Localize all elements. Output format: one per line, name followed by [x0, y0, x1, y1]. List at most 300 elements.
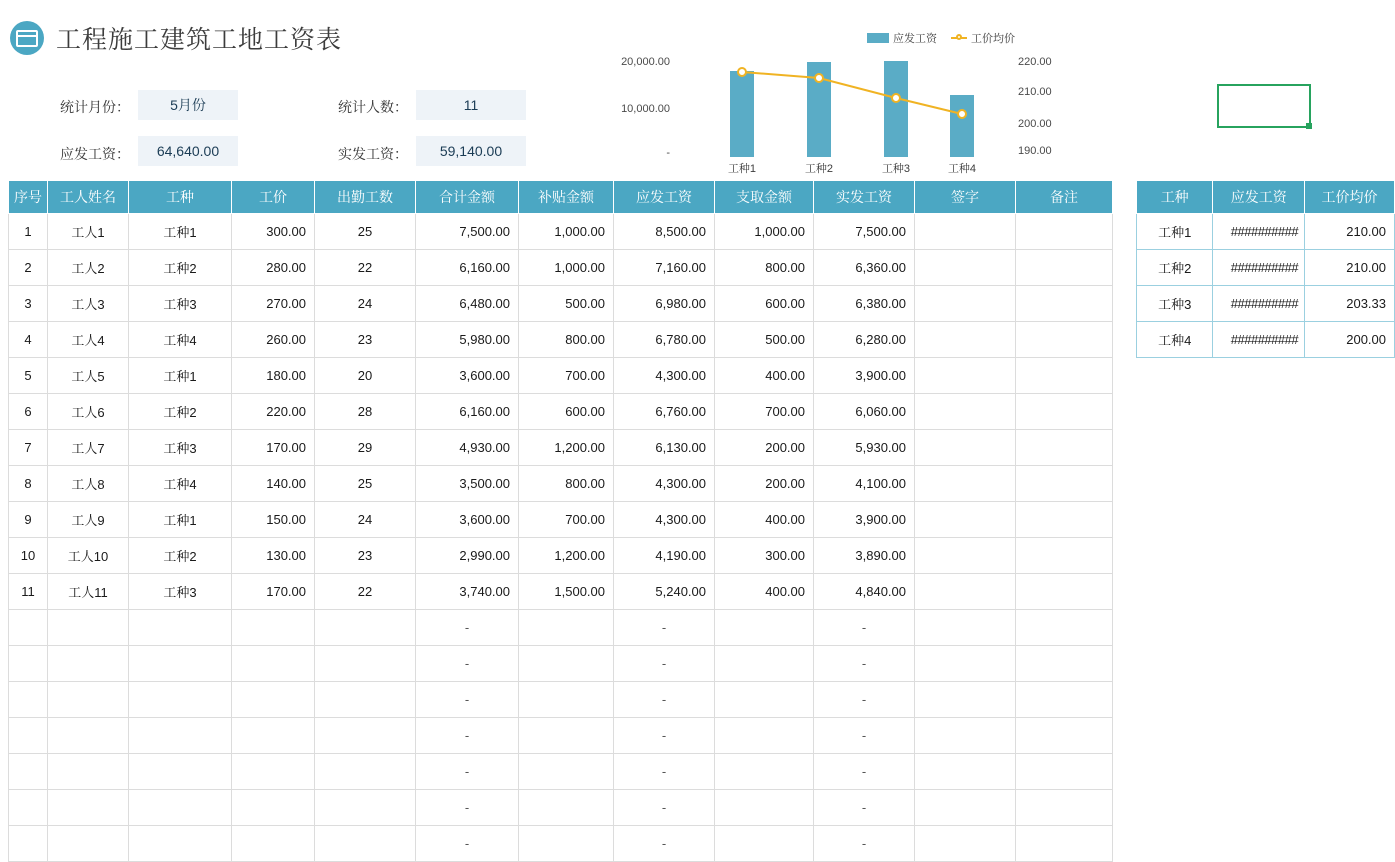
table-cell[interactable] — [1016, 250, 1113, 286]
table-cell[interactable]: 工人11 — [48, 574, 129, 610]
table-cell[interactable]: 6,130.00 — [614, 430, 715, 466]
wage-table — [8, 180, 1113, 862]
month-value[interactable]: 5月份 — [138, 90, 238, 120]
table-cell[interactable] — [129, 682, 232, 718]
table-row[interactable] — [1137, 214, 1395, 250]
table-cell[interactable]: 5,980.00 — [416, 322, 519, 358]
table-row[interactable] — [9, 502, 1113, 538]
table-cell[interactable]: 1,000.00 — [519, 250, 614, 286]
table-cell[interactable] — [1016, 574, 1113, 610]
table-cell[interactable]: 7 — [9, 430, 48, 466]
table-cell[interactable]: 1 — [9, 214, 48, 250]
table-cell[interactable]: 11 — [9, 574, 48, 610]
table-row[interactable] — [1137, 250, 1395, 286]
table-cell[interactable] — [1016, 682, 1113, 718]
chart-legend — [867, 30, 1029, 46]
table-cell[interactable] — [1016, 214, 1113, 250]
table-cell[interactable] — [1016, 466, 1113, 502]
table-cell[interactable]: 6,280.00 — [814, 322, 915, 358]
table-cell[interactable]: 4,300.00 — [614, 466, 715, 502]
table-cell[interactable]: 6,760.00 — [614, 394, 715, 430]
table-cell[interactable]: 24 — [315, 286, 416, 322]
table-cell[interactable] — [915, 214, 1016, 250]
table-cell[interactable] — [1016, 790, 1113, 826]
table-cell[interactable]: - — [416, 682, 519, 718]
table-cell[interactable]: 300.00 — [232, 214, 315, 250]
table-cell[interactable]: 1,500.00 — [519, 574, 614, 610]
col-total: 合计金额 — [416, 181, 519, 214]
table-cell[interactable]: - — [614, 826, 715, 862]
table-cell[interactable] — [315, 790, 416, 826]
table-cell[interactable]: 8,500.00 — [614, 214, 715, 250]
table-cell[interactable] — [915, 646, 1016, 682]
table-cell[interactable]: 5,240.00 — [614, 574, 715, 610]
table-row[interactable] — [9, 790, 1113, 826]
table-cell[interactable] — [519, 826, 614, 862]
table-cell[interactable]: - — [614, 682, 715, 718]
col-signature: 签字 — [915, 181, 1016, 214]
table-cell[interactable]: 工人5 — [48, 358, 129, 394]
table-cell[interactable]: 180.00 — [232, 358, 315, 394]
table-cell[interactable]: 3,900.00 — [814, 502, 915, 538]
table-cell[interactable]: 工人4 — [48, 322, 129, 358]
table-cell[interactable]: 24 — [315, 502, 416, 538]
table-cell[interactable]: 29 — [315, 430, 416, 466]
table-cell[interactable]: 工人8 — [48, 466, 129, 502]
table-cell[interactable]: 500.00 — [519, 286, 614, 322]
table-cell[interactable]: 500.00 — [715, 322, 814, 358]
table-cell[interactable]: 4,930.00 — [416, 430, 519, 466]
table-cell[interactable]: 140.00 — [232, 466, 315, 502]
col-type: 工种 — [1137, 181, 1213, 214]
table-cell[interactable]: - — [814, 826, 915, 862]
table-cell[interactable] — [315, 718, 416, 754]
table-cell[interactable] — [48, 826, 129, 862]
table-cell[interactable]: - — [814, 718, 915, 754]
table-cell[interactable]: - — [614, 646, 715, 682]
table-cell[interactable]: 1,200.00 — [519, 538, 614, 574]
table-cell[interactable] — [48, 754, 129, 790]
table-cell[interactable] — [1016, 322, 1113, 358]
table-cell[interactable]: - — [614, 790, 715, 826]
table-cell[interactable] — [519, 790, 614, 826]
table-cell[interactable] — [715, 754, 814, 790]
table-cell[interactable]: 1,000.00 — [715, 214, 814, 250]
table-cell[interactable]: - — [614, 718, 715, 754]
table-cell[interactable]: 22 — [315, 574, 416, 610]
table-cell[interactable] — [915, 286, 1016, 322]
table-cell[interactable] — [48, 610, 129, 646]
table-row[interactable] — [9, 826, 1113, 862]
actual-value[interactable]: 59,140.00 — [416, 136, 526, 166]
col-subsidy: 补贴金额 — [519, 181, 614, 214]
table-cell[interactable] — [315, 646, 416, 682]
table-cell[interactable]: 3,600.00 — [416, 502, 519, 538]
y-left-tick-2: - — [666, 147, 670, 159]
table-cell[interactable]: 工种1 — [129, 502, 232, 538]
table-cell[interactable] — [232, 718, 315, 754]
table-cell[interactable]: 400.00 — [715, 574, 814, 610]
col-actual: 实发工资 — [814, 181, 915, 214]
table-cell[interactable] — [232, 682, 315, 718]
table-cell[interactable]: ########## — [1213, 214, 1305, 250]
table-cell[interactable]: 3,600.00 — [416, 358, 519, 394]
table-cell[interactable]: 6,160.00 — [416, 394, 519, 430]
table-row[interactable] — [9, 466, 1113, 502]
table-cell[interactable]: 23 — [315, 322, 416, 358]
table-row[interactable] — [9, 322, 1113, 358]
table-cell[interactable]: 800.00 — [519, 466, 614, 502]
table-header-row — [1137, 181, 1395, 214]
table-cell[interactable] — [915, 502, 1016, 538]
table-cell[interactable]: 260.00 — [232, 322, 315, 358]
table-cell[interactable]: 3 — [9, 286, 48, 322]
table-cell[interactable]: 203.33 — [1305, 286, 1395, 322]
table-cell[interactable]: 工人3 — [48, 286, 129, 322]
col-rate: 工价 — [232, 181, 315, 214]
table-cell[interactable]: 工种4 — [129, 322, 232, 358]
table-cell[interactable]: 6,360.00 — [814, 250, 915, 286]
table-cell[interactable] — [129, 718, 232, 754]
table-cell[interactable] — [1016, 358, 1113, 394]
table-row[interactable] — [9, 358, 1113, 394]
table-cell[interactable]: 800.00 — [715, 250, 814, 286]
table-cell[interactable]: 22 — [315, 250, 416, 286]
col-index: 序号 — [9, 181, 48, 214]
table-cell[interactable]: 280.00 — [232, 250, 315, 286]
table-cell[interactable]: 25 — [315, 214, 416, 250]
table-cell[interactable] — [519, 754, 614, 790]
table-cell[interactable]: 工种3 — [129, 430, 232, 466]
table-cell[interactable]: 7,500.00 — [814, 214, 915, 250]
table-cell[interactable]: 400.00 — [715, 358, 814, 394]
table-cell[interactable]: 7,160.00 — [614, 250, 715, 286]
table-cell[interactable]: 工种3 — [129, 574, 232, 610]
col-remark: 备注 — [1016, 181, 1113, 214]
table-cell[interactable]: 5 — [9, 358, 48, 394]
table-cell[interactable]: 8 — [9, 466, 48, 502]
table-cell[interactable]: 工人9 — [48, 502, 129, 538]
table-cell[interactable]: 6,780.00 — [614, 322, 715, 358]
table-cell[interactable]: 工种3 — [1137, 286, 1213, 322]
table-cell[interactable]: 4,300.00 — [614, 502, 715, 538]
table-cell[interactable]: 150.00 — [232, 502, 315, 538]
actual-label: 实发工资： — [338, 146, 408, 162]
table-cell[interactable]: 6,980.00 — [614, 286, 715, 322]
table-header-row — [9, 181, 1113, 214]
table-cell[interactable] — [915, 754, 1016, 790]
table-cell[interactable]: 2 — [9, 250, 48, 286]
table-cell[interactable] — [232, 646, 315, 682]
table-cell[interactable] — [715, 646, 814, 682]
table-cell[interactable] — [232, 754, 315, 790]
table-cell[interactable]: ########## — [1213, 286, 1305, 322]
y-right-tick-1: 210.00 — [1018, 86, 1052, 98]
table-cell[interactable]: - — [416, 826, 519, 862]
col-type: 工种 — [129, 181, 232, 214]
table-cell[interactable]: 9 — [9, 502, 48, 538]
table-cell[interactable] — [915, 718, 1016, 754]
table-cell[interactable]: 220.00 — [232, 394, 315, 430]
table-cell[interactable]: 工人6 — [48, 394, 129, 430]
table-cell[interactable] — [715, 826, 814, 862]
table-cell[interactable]: 170.00 — [232, 430, 315, 466]
table-row[interactable] — [9, 718, 1113, 754]
table-cell[interactable]: ########## — [1213, 250, 1305, 286]
chart-line-series — [702, 52, 982, 157]
table-cell[interactable]: 3,740.00 — [416, 574, 519, 610]
table-cell[interactable] — [1016, 394, 1113, 430]
table-row[interactable] — [9, 430, 1113, 466]
legend-swatch-line — [951, 37, 967, 39]
table-cell[interactable] — [315, 610, 416, 646]
table-cell[interactable]: 20 — [315, 358, 416, 394]
table-row[interactable] — [9, 250, 1113, 286]
card-icon — [10, 21, 44, 55]
table-row[interactable] — [1137, 322, 1395, 358]
table-cell[interactable] — [9, 646, 48, 682]
table-cell[interactable]: 4,100.00 — [814, 466, 915, 502]
table-row[interactable] — [9, 682, 1113, 718]
table-cell[interactable]: 25 — [315, 466, 416, 502]
table-cell[interactable]: 工种2 — [129, 394, 232, 430]
page-title — [10, 20, 342, 56]
table-cell[interactable]: 600.00 — [715, 286, 814, 322]
table-cell[interactable]: - — [614, 610, 715, 646]
table-cell[interactable]: 4,840.00 — [814, 574, 915, 610]
table-cell[interactable] — [9, 826, 48, 862]
table-cell[interactable]: 7,500.00 — [416, 214, 519, 250]
table-cell[interactable]: 3,900.00 — [814, 358, 915, 394]
selection-handle[interactable] — [1306, 123, 1312, 129]
table-cell[interactable]: 6,060.00 — [814, 394, 915, 430]
table-cell[interactable] — [232, 790, 315, 826]
table-cell[interactable] — [715, 682, 814, 718]
table-cell[interactable]: - — [614, 754, 715, 790]
table-cell[interactable]: 工种4 — [129, 466, 232, 502]
table-cell[interactable] — [519, 646, 614, 682]
table-cell[interactable]: 600.00 — [519, 394, 614, 430]
table-cell[interactable] — [1016, 430, 1113, 466]
col-payable: 应发工资 — [614, 181, 715, 214]
table-cell[interactable]: 工种2 — [1137, 250, 1213, 286]
table-cell[interactable]: 130.00 — [232, 538, 315, 574]
col-withdraw: 支取金额 — [715, 181, 814, 214]
table-cell[interactable]: - — [416, 754, 519, 790]
table-cell[interactable] — [519, 682, 614, 718]
table-cell[interactable] — [1016, 286, 1113, 322]
table-cell[interactable] — [232, 610, 315, 646]
table-cell[interactable]: 200.00 — [1305, 322, 1395, 358]
table-cell[interactable]: 10 — [9, 538, 48, 574]
table-cell[interactable] — [129, 790, 232, 826]
table-cell[interactable]: 800.00 — [519, 322, 614, 358]
table-cell[interactable] — [48, 790, 129, 826]
table-cell[interactable]: 700.00 — [519, 358, 614, 394]
table-cell[interactable]: 工种1 — [1137, 214, 1213, 250]
table-cell[interactable]: 400.00 — [715, 502, 814, 538]
table-cell[interactable]: 6 — [9, 394, 48, 430]
table-cell[interactable]: 工人1 — [48, 214, 129, 250]
table-cell[interactable]: - — [814, 610, 915, 646]
table-cell[interactable] — [915, 790, 1016, 826]
legend-label-bar: 应发工资 — [893, 33, 937, 45]
table-cell[interactable] — [915, 250, 1016, 286]
table-cell[interactable] — [915, 574, 1016, 610]
table-cell[interactable] — [1016, 502, 1113, 538]
table-cell[interactable] — [915, 682, 1016, 718]
table-cell[interactable]: 6,480.00 — [416, 286, 519, 322]
table-cell[interactable]: 3,890.00 — [814, 538, 915, 574]
table-cell[interactable]: 工种1 — [129, 214, 232, 250]
table-cell[interactable]: - — [416, 610, 519, 646]
table-cell[interactable] — [315, 826, 416, 862]
table-cell[interactable]: 工种2 — [129, 250, 232, 286]
table-cell[interactable] — [915, 538, 1016, 574]
table-cell[interactable]: 28 — [315, 394, 416, 430]
table-row[interactable] — [9, 538, 1113, 574]
table-cell[interactable] — [9, 754, 48, 790]
table-cell[interactable]: 4,300.00 — [614, 358, 715, 394]
headcount-value[interactable]: 11 — [416, 90, 526, 120]
table-cell[interactable] — [915, 466, 1016, 502]
table-cell[interactable]: - — [416, 646, 519, 682]
payable-value[interactable]: 64,640.00 — [138, 136, 238, 166]
table-cell[interactable] — [715, 790, 814, 826]
table-cell[interactable] — [129, 610, 232, 646]
table-cell[interactable] — [129, 646, 232, 682]
table-cell[interactable]: - — [416, 790, 519, 826]
table-row[interactable] — [1137, 286, 1395, 322]
col-payable: 应发工资 — [1213, 181, 1305, 214]
chart-category-label: 工种3 — [881, 163, 911, 175]
table-cell[interactable]: 23 — [315, 538, 416, 574]
y-right-tick-0: 220.00 — [1018, 56, 1052, 68]
table-cell[interactable] — [315, 754, 416, 790]
table-cell[interactable]: - — [814, 682, 915, 718]
chart-category-label: 工种4 — [947, 163, 977, 175]
table-cell[interactable]: 210.00 — [1305, 250, 1395, 286]
table-cell[interactable] — [232, 826, 315, 862]
headcount-label: 统计人数： — [338, 99, 408, 115]
table-cell[interactable] — [129, 826, 232, 862]
table-cell[interactable]: 5,930.00 — [814, 430, 915, 466]
table-cell[interactable] — [315, 682, 416, 718]
col-name: 工人姓名 — [48, 181, 129, 214]
table-cell[interactable]: 200.00 — [715, 466, 814, 502]
table-cell[interactable] — [48, 646, 129, 682]
table-cell[interactable]: 工人10 — [48, 538, 129, 574]
legend-label-line: 工价均价 — [971, 33, 1015, 45]
table-cell[interactable] — [715, 610, 814, 646]
table-cell[interactable]: 4 — [9, 322, 48, 358]
payable-label: 应发工资： — [60, 146, 130, 162]
col-days: 出勤工数 — [315, 181, 416, 214]
table-row[interactable] — [9, 646, 1113, 682]
table-cell[interactable]: 170.00 — [232, 574, 315, 610]
table-cell[interactable] — [715, 718, 814, 754]
table-cell[interactable] — [48, 718, 129, 754]
table-cell[interactable]: 3,500.00 — [416, 466, 519, 502]
table-cell[interactable] — [9, 682, 48, 718]
table-cell[interactable] — [48, 682, 129, 718]
page-title-text: 工程施工建筑工地工资表 — [56, 26, 343, 54]
table-cell[interactable] — [9, 790, 48, 826]
month-label: 统计月份： — [60, 99, 130, 115]
table-cell[interactable]: - — [814, 754, 915, 790]
y-right-tick-3: 190.00 — [1018, 145, 1052, 157]
table-cell[interactable]: - — [416, 718, 519, 754]
legend-swatch-bar — [867, 33, 889, 43]
table-cell[interactable] — [519, 718, 614, 754]
table-cell[interactable] — [519, 610, 614, 646]
table-cell[interactable] — [915, 826, 1016, 862]
table-cell[interactable]: 270.00 — [232, 286, 315, 322]
table-cell[interactable] — [1016, 538, 1113, 574]
table-cell[interactable]: 700.00 — [519, 502, 614, 538]
table-cell[interactable]: 2,990.00 — [416, 538, 519, 574]
table-row[interactable] — [9, 394, 1113, 430]
table-cell[interactable]: - — [814, 790, 915, 826]
table-row[interactable] — [9, 574, 1113, 610]
table-cell[interactable] — [129, 754, 232, 790]
table-cell[interactable]: - — [814, 646, 915, 682]
table-cell[interactable]: 700.00 — [715, 394, 814, 430]
chart-category-label: 工种1 — [727, 163, 757, 175]
table-row[interactable] — [9, 214, 1113, 250]
y-right-tick-2: 200.00 — [1018, 118, 1052, 130]
table-cell[interactable] — [1016, 826, 1113, 862]
table-cell[interactable] — [915, 358, 1016, 394]
chart-category-label: 工种2 — [804, 163, 834, 175]
table-cell[interactable]: 工种2 — [129, 538, 232, 574]
table-cell[interactable] — [915, 394, 1016, 430]
wage-chart — [612, 30, 1062, 175]
table-cell[interactable] — [915, 322, 1016, 358]
selected-cell[interactable] — [1217, 84, 1311, 128]
table-cell[interactable] — [1016, 718, 1113, 754]
table-cell[interactable]: 300.00 — [715, 538, 814, 574]
y-left-tick-1: 10,000.00 — [621, 103, 670, 115]
table-cell[interactable]: 工人7 — [48, 430, 129, 466]
table-cell[interactable] — [1016, 646, 1113, 682]
table-cell[interactable]: 4,190.00 — [614, 538, 715, 574]
table-cell[interactable] — [9, 610, 48, 646]
table-cell[interactable] — [915, 610, 1016, 646]
table-cell[interactable]: 1,000.00 — [519, 214, 614, 250]
table-row[interactable] — [9, 610, 1113, 646]
table-cell[interactable]: 工人2 — [48, 250, 129, 286]
table-cell[interactable]: 200.00 — [715, 430, 814, 466]
chart-plot-area — [702, 52, 982, 175]
table-cell[interactable]: ########## — [1213, 322, 1305, 358]
table-cell[interactable]: 210.00 — [1305, 214, 1395, 250]
table-cell[interactable]: 6,160.00 — [416, 250, 519, 286]
table-cell[interactable]: 6,380.00 — [814, 286, 915, 322]
table-cell[interactable]: 工种4 — [1137, 322, 1213, 358]
col-avg-rate: 工价均价 — [1305, 181, 1395, 214]
table-cell[interactable]: 工种1 — [129, 358, 232, 394]
table-cell[interactable]: 工种3 — [129, 286, 232, 322]
table-cell[interactable] — [9, 718, 48, 754]
table-cell[interactable] — [1016, 610, 1113, 646]
table-cell[interactable]: 1,200.00 — [519, 430, 614, 466]
table-cell[interactable] — [1016, 754, 1113, 790]
y-left-tick-0: 20,000.00 — [621, 56, 670, 68]
table-row[interactable] — [9, 754, 1113, 790]
table-row[interactable] — [9, 286, 1113, 322]
table-cell[interactable] — [915, 430, 1016, 466]
